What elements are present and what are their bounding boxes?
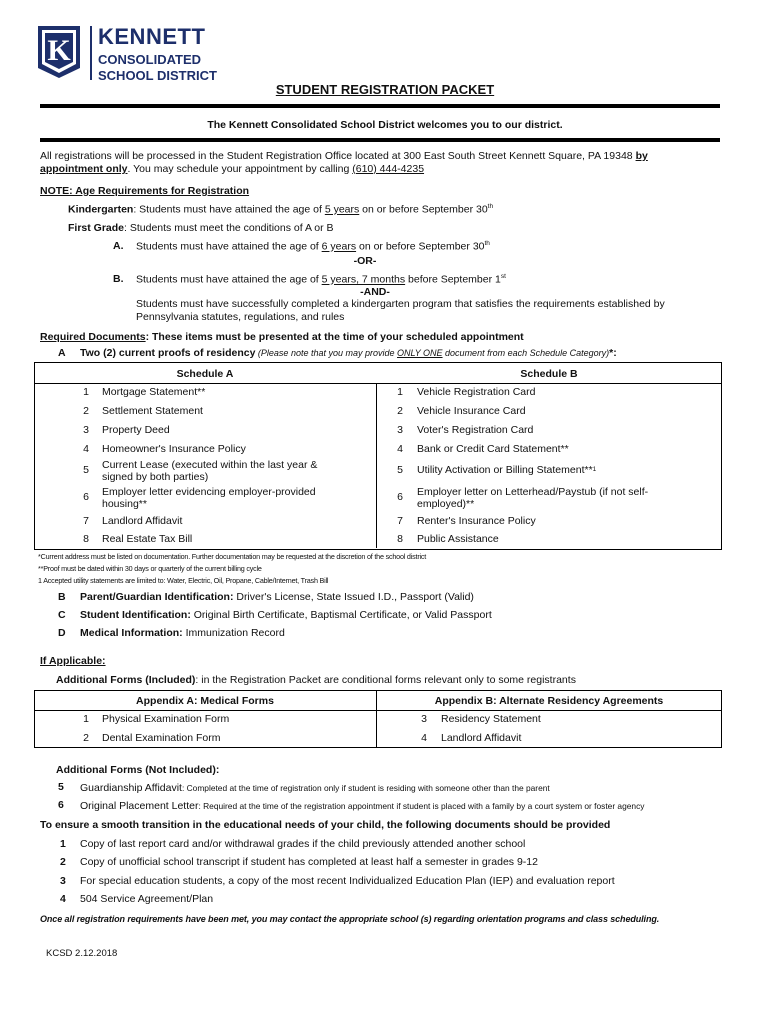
page-title: STUDENT REGISTRATION PACKET <box>275 82 495 97</box>
schedule-b-item-line-1: Renter's Insurance Policy <box>417 515 536 527</box>
additional-included-label: Additional Forms (Included) <box>56 674 196 686</box>
schedule-a-item <box>102 486 316 510</box>
transition-heading: To ensure a smooth transition in the educational needs of your child, the following documents should be provided <box>40 819 611 831</box>
additional-included-line <box>56 674 576 686</box>
schedule-b-item <box>417 486 648 510</box>
option-b-sup: st <box>500 273 506 280</box>
option-b-continued <box>136 298 665 324</box>
not-included-num-6: 6 <box>58 799 64 811</box>
appendix-b-item-1: Residency Statement <box>441 713 541 725</box>
required-text: : These items must be presented at the time of your scheduled appointment <box>145 331 524 343</box>
required-a-italic-2: document from each Schedule Category) <box>442 348 610 358</box>
closing-note: Once all registration requirements have been met, you may contact the appropriate school (s) regarding orientation programs and class scheduling. <box>40 914 660 924</box>
or-separator: -OR- <box>353 255 377 267</box>
schedule-a-header: Schedule A <box>176 368 234 380</box>
schedule-a-num: 2 <box>83 405 89 417</box>
required-a-end: *: <box>609 347 617 359</box>
schedule-a-item-line-2: housing** <box>102 498 147 510</box>
schedule-b-num: 1 <box>397 386 403 398</box>
appendix-a-num-1: 1 <box>83 713 89 725</box>
utility-footnote-sup: 1 <box>592 466 597 473</box>
doc-d-label: Medical Information: <box>80 627 183 639</box>
schedule-a-num: 7 <box>83 515 89 527</box>
placement-text: : Required at the time of the registration appointment if student is placed with a family by a court system or foster agency <box>198 801 645 811</box>
first-grade-label: First Grade <box>68 222 125 234</box>
guardianship-text: : Completed at the time of registration only if student is residing with someone other than the parent <box>181 783 550 793</box>
schedule-a-item-line-1: Property Deed <box>102 424 170 436</box>
intro-by: by <box>635 150 648 162</box>
doc-b-letter: B <box>58 591 66 603</box>
logo-line-3: SCHOOL DISTRICT <box>98 68 217 83</box>
schedule-a-num: 6 <box>83 491 89 503</box>
doc-b-text <box>80 591 474 603</box>
schedule-a-num: 8 <box>83 533 89 545</box>
schedule-a-item <box>102 515 182 527</box>
kindergarten-sup: th <box>487 203 494 210</box>
doc-c-desc: Original Birth Certificate, Baptismal Certificate, or Valid Passport <box>190 609 492 621</box>
schedule-a-item-line-1: Employer letter evidencing employer-provided <box>102 486 316 498</box>
required-a-only-one: ONLY ONE <box>397 348 443 358</box>
not-included-heading: Additional Forms (Not Included): <box>56 764 220 776</box>
schedule-b-num: 2 <box>397 405 403 417</box>
option-a-text-1: Students must have attained the age of <box>136 240 322 253</box>
schedule-b-num: 3 <box>397 424 403 436</box>
schedule-a-item <box>102 459 317 483</box>
schedule-b-item-line-2: employed)** <box>417 498 475 510</box>
appendix-a-num-2: 2 <box>83 732 89 744</box>
transition-item-2: Copy of unofficial school transcript if student has completed at least half a semester in grades 9-12 <box>80 856 538 868</box>
guardianship-label: Guardianship Affidavit <box>80 782 182 794</box>
logo-divider <box>90 26 92 80</box>
option-a-label: A. <box>113 240 124 252</box>
option-b-text-1: Students must have attained the age of <box>136 273 322 286</box>
appendix-b-num-1: 3 <box>421 713 427 725</box>
doc-d-desc: Immunization Record <box>182 627 285 639</box>
schedule-b-item <box>417 386 535 398</box>
option-a-age: 6 years <box>321 240 357 253</box>
logo-line-1: KENNETT <box>98 24 206 49</box>
placement-label: Original Placement Letter <box>80 800 199 812</box>
schedule-b-item-line-1: Utility Activation or Billing Statement** <box>417 464 593 476</box>
welcome-text: The Kennett Consolidated School District welcomes you to our district. <box>207 119 563 131</box>
logo-letter: K <box>47 34 71 67</box>
kindergarten-date: on or before September 30 <box>359 203 488 216</box>
appendix-b-header: Appendix B: Alternate Residency Agreements <box>434 695 664 707</box>
intro-text-2: . You may schedule your appointment by calling <box>127 163 353 175</box>
footnote-2: **Proof must be dated within 30 days or quarterly of the current billing cycle <box>38 564 262 573</box>
not-included-item-6 <box>80 800 644 812</box>
appendix-b-item-2: Landlord Affidavit <box>441 732 522 744</box>
appendix-a-item-2: Dental Examination Form <box>102 732 221 744</box>
if-applicable-heading: If Applicable: <box>40 655 106 667</box>
schedule-b-item <box>417 443 569 455</box>
intro-appointment-only: appointment only <box>40 163 128 175</box>
schedule-b-item <box>417 533 499 545</box>
option-a-date: on or before September 30 <box>356 240 485 253</box>
logo-line-2: CONSOLIDATED <box>98 52 202 67</box>
footnote-1: *Current address must be listed on documentation. Further documentation may be requested at the discretion of the school district <box>38 552 427 561</box>
required-a-letter: A <box>58 347 66 359</box>
schedule-a-item-line-1: Current Lease (executed within the last year & <box>102 459 318 471</box>
first-grade-line <box>68 222 334 234</box>
appendix-b-num-2: 4 <box>421 732 427 744</box>
schedule-b-item-line-1: Voter's Registration Card <box>417 424 534 436</box>
schedule-a-num: 5 <box>83 464 89 476</box>
option-b-date: before September 1 <box>405 273 501 286</box>
doc-d-letter: D <box>58 627 66 639</box>
kindergarten-label: Kindergarten <box>68 203 134 216</box>
appendix-a-item-1: Physical Examination Form <box>102 713 230 725</box>
schedule-divider <box>376 383 377 548</box>
and-separator: -AND- <box>360 286 390 298</box>
schedule-b-item-line-1: Employer letter on Letterhead/Paystub (if not self- <box>417 486 649 498</box>
not-included-num-5: 5 <box>58 781 64 793</box>
age-heading: NOTE: Age Requirements for Registration <box>40 185 250 197</box>
required-heading <box>40 331 524 343</box>
title-rule-top <box>40 104 720 108</box>
appendix-divider <box>376 690 377 747</box>
option-b-age: 5 years, 7 months <box>321 273 406 286</box>
schedule-b-item <box>417 424 533 436</box>
district-logo-text <box>98 26 217 83</box>
schedule-b-item-line-1: Public Assistance <box>417 533 499 545</box>
schedule-b-num: 8 <box>397 533 403 545</box>
appendix-header-rule <box>34 710 722 711</box>
schedule-a-item-line-1: Settlement Statement <box>102 405 203 417</box>
schedule-a-item <box>102 386 205 398</box>
footer-code: KCSD 2.12.2018 <box>46 948 118 959</box>
required-a-bold: Two (2) current proofs of residency <box>80 347 256 359</box>
schedule-b-num: 4 <box>397 443 403 455</box>
option-a-text <box>136 240 490 253</box>
kindergarten-age: 5 years <box>324 203 360 216</box>
schedule-a-item-line-1: Landlord Affidavit <box>102 515 183 527</box>
doc-c-label: Student Identification: <box>80 609 191 621</box>
doc-d-text <box>80 627 285 639</box>
schedule-a-item <box>102 424 170 436</box>
schedule-b-item-line-1: Vehicle Insurance Card <box>417 405 526 417</box>
schedule-header-rule <box>34 383 722 384</box>
first-grade-text: : Students must meet the conditions of A or B <box>124 222 334 234</box>
intro-paragraph <box>40 150 730 176</box>
intro-phone: (610) 444-4235 <box>352 163 425 175</box>
doc-c-text <box>80 609 492 621</box>
option-b-label: B. <box>113 273 124 285</box>
schedule-b-num: 6 <box>397 491 403 503</box>
option-b-cont-1: Students must have successfully completed a kindergarten program that satisfies the requirements established by <box>136 298 665 310</box>
schedule-a-item-line-2: signed by both parties) <box>102 471 209 483</box>
schedule-a-item <box>102 443 246 455</box>
option-a-sup: th <box>484 240 490 247</box>
schedule-a-item-line-1: Real Estate Tax Bill <box>102 533 193 545</box>
schedule-a-item <box>102 405 203 417</box>
schedule-b-num: 5 <box>397 464 403 476</box>
doc-c-letter: C <box>58 609 66 621</box>
schedule-a-item <box>102 533 192 545</box>
footnote-3: 1 Accepted utility statements are limited to: Water, Electric, Oil, Propane, Cable/Internet, Trash Bill <box>38 576 329 585</box>
option-b-text <box>136 273 506 286</box>
kindergarten-line <box>68 203 493 216</box>
schedule-a-item-line-1: Mortgage Statement** <box>102 386 206 398</box>
schedule-a-num: 4 <box>83 443 89 455</box>
schedule-b-num: 7 <box>397 515 403 527</box>
district-logo-mark <box>36 24 82 80</box>
schedule-a-item-line-1: Homeowner's Insurance Policy <box>102 443 246 455</box>
required-a-text <box>80 347 617 359</box>
schedule-a-num: 1 <box>83 386 89 398</box>
schedule-b-item <box>417 405 526 417</box>
transition-item-4: 504 Service Agreement/Plan <box>80 893 214 905</box>
schedule-b-item <box>417 464 596 476</box>
transition-num-4: 4 <box>60 893 66 905</box>
transition-num-1: 1 <box>60 838 66 850</box>
schedule-b-item-line-1: Vehicle Registration Card <box>417 386 536 398</box>
transition-item-3: For special education students, a copy of the most recent Individualized Education Plan (IEP) and evaluation report <box>80 875 615 887</box>
transition-item-1: Copy of last report card and/or withdrawal grades if the child previously attended another school <box>80 838 526 850</box>
schedule-b-header: Schedule B <box>520 368 578 380</box>
doc-b-label: Parent/Guardian Identification: <box>80 591 234 603</box>
intro-text-1: All registrations will be processed in the Student Registration Office located at 300 East South Street Kennett Square, PA 19348 <box>40 150 636 162</box>
option-b-cont-2: Pennsylvania statutes, regulations, and rules <box>136 311 345 323</box>
doc-b-desc: Driver's License, State Issued I.D., Passport (Valid) <box>233 591 474 603</box>
transition-num-2: 2 <box>60 856 66 868</box>
appendix-a-header: Appendix A: Medical Forms <box>136 695 274 707</box>
not-included-item-5 <box>80 782 550 794</box>
schedule-a-num: 3 <box>83 424 89 436</box>
transition-num-3: 3 <box>60 875 66 887</box>
required-label: Required Documents <box>40 331 146 343</box>
schedule-b-item <box>417 515 536 527</box>
title-rule-bottom <box>40 138 720 142</box>
schedule-b-item-line-1: Bank or Credit Card Statement** <box>417 443 569 455</box>
required-a-italic-1: (Please note that you may provide <box>255 348 398 358</box>
additional-included-text: : in the Registration Packet are conditional forms relevant only to some registrants <box>195 674 576 686</box>
kindergarten-text: : Students must have attained the age of <box>133 203 325 216</box>
